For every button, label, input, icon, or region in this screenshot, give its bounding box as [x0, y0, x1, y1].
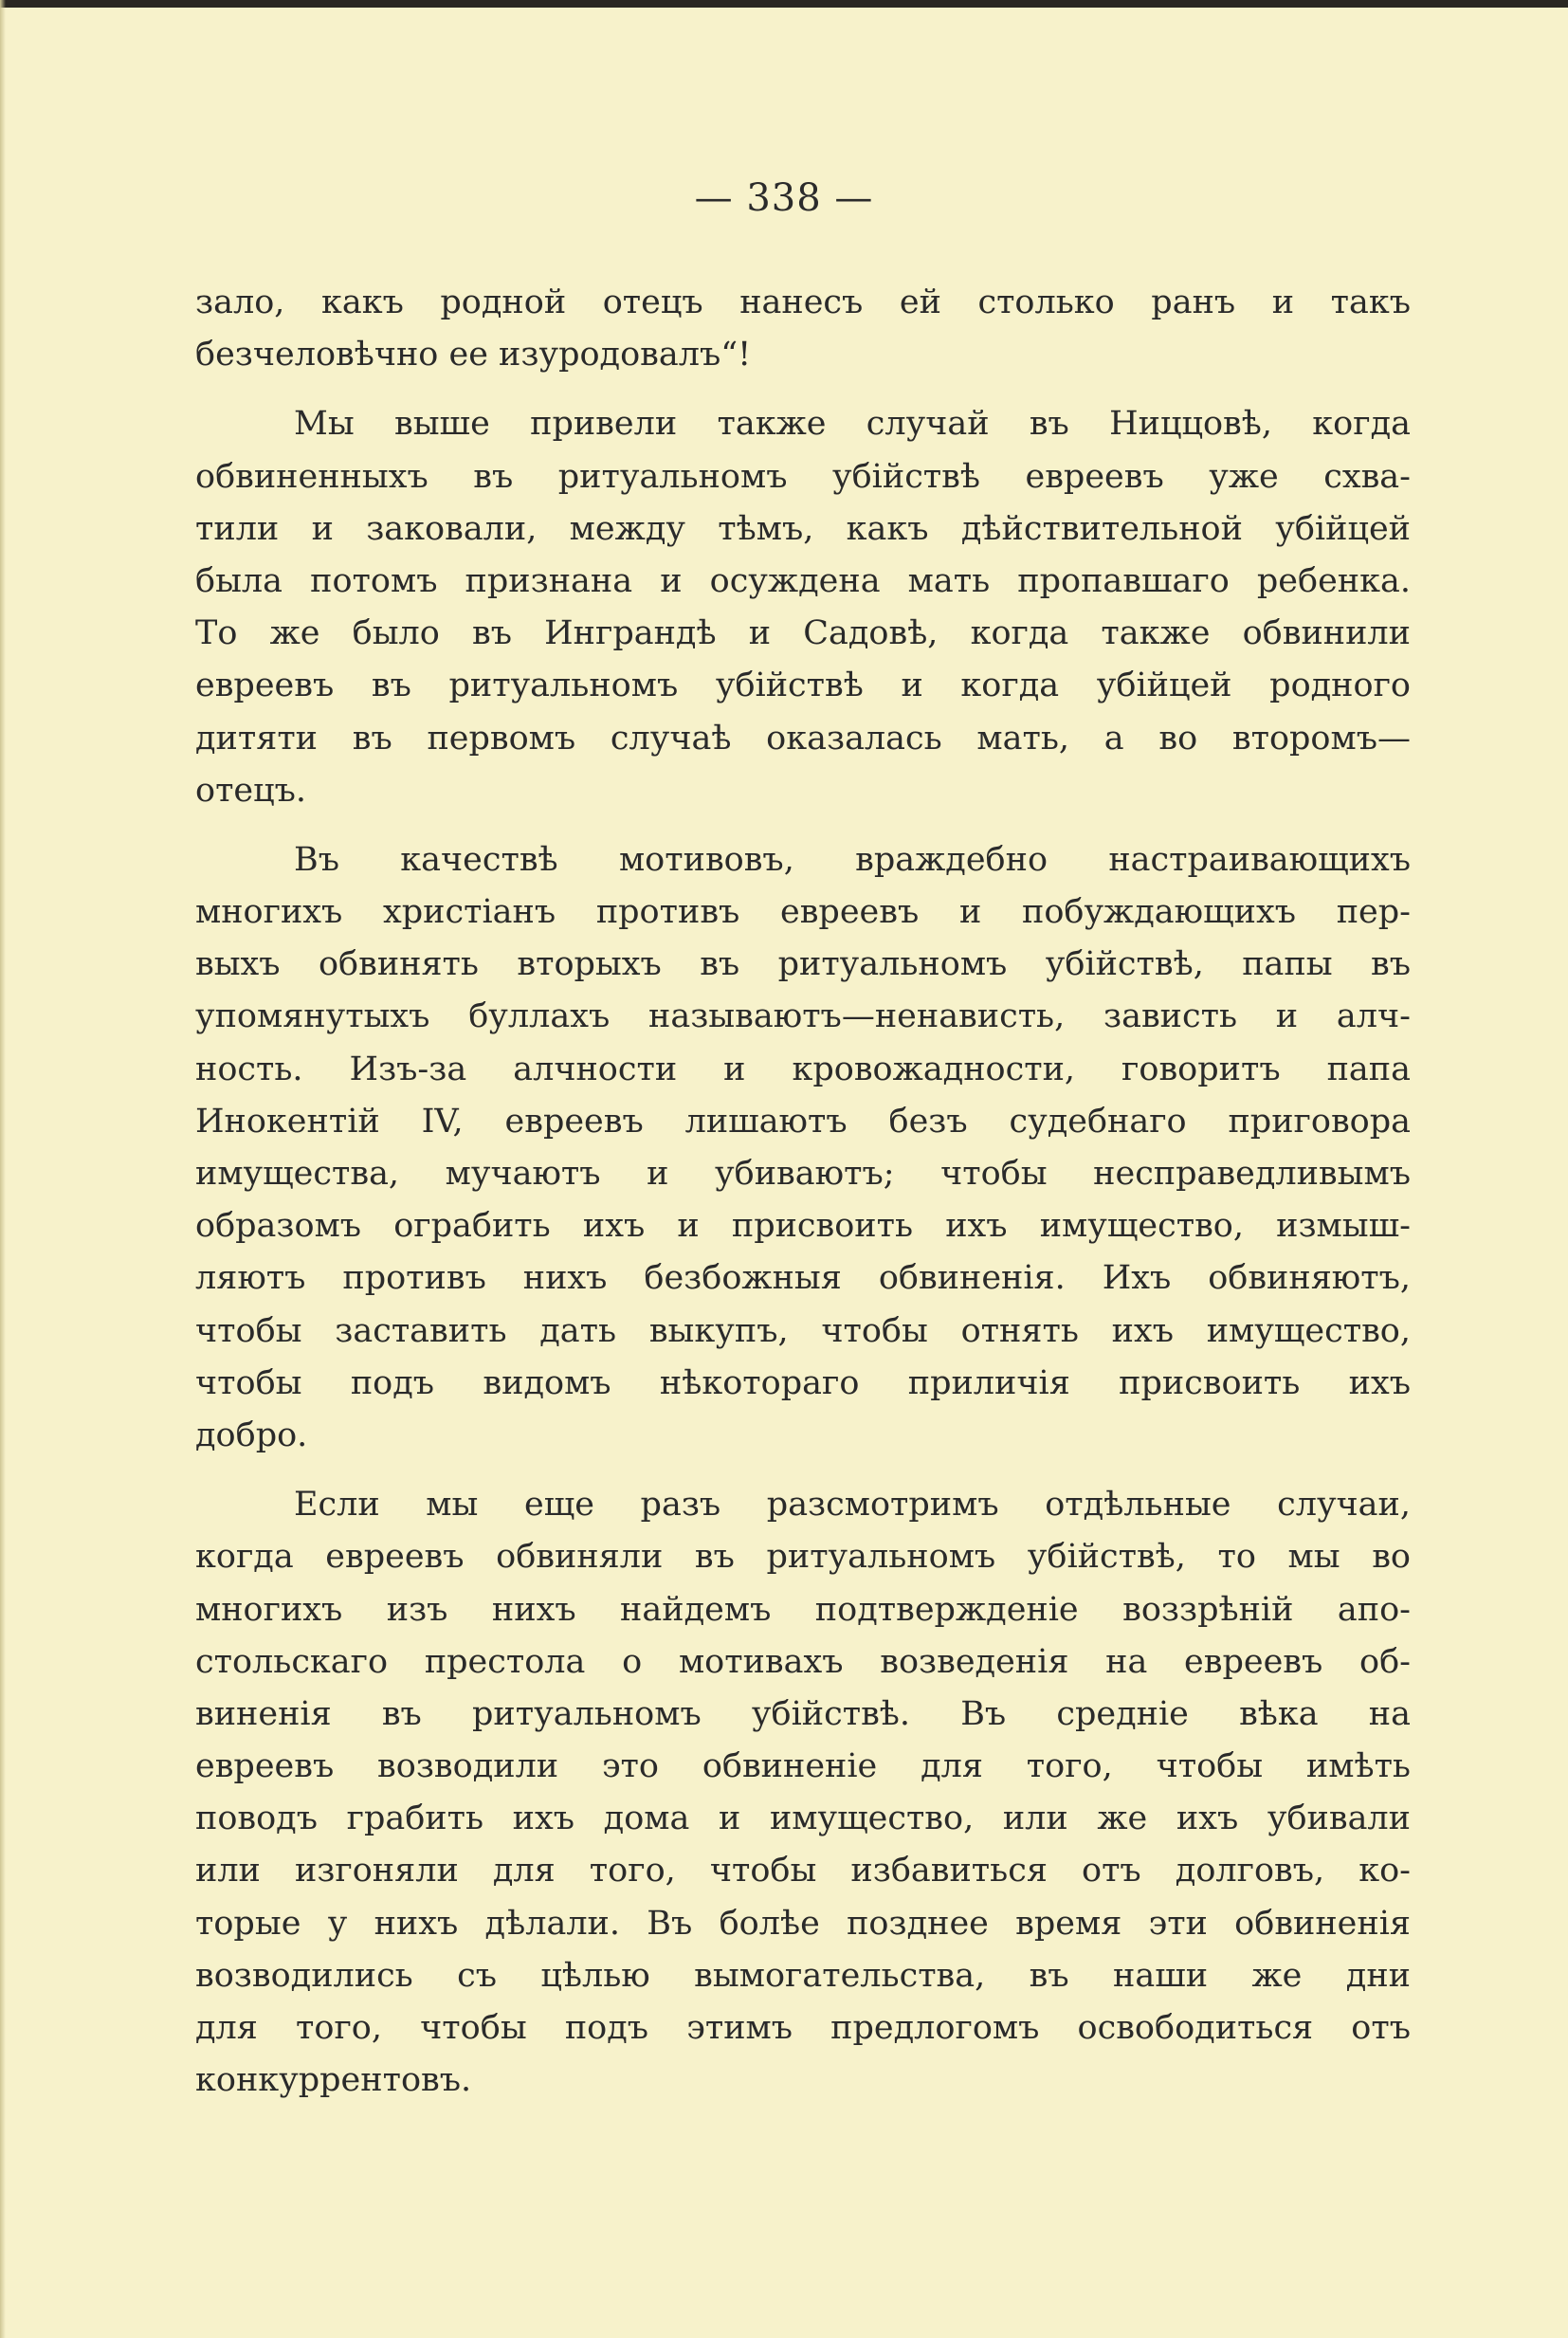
- page-top-edge: [0, 0, 1568, 8]
- page-number: — 338 —: [694, 176, 874, 220]
- text-line: чтобы подъ видомъ нѣкотораго приличія присвоить ихъ: [195, 1363, 1411, 1402]
- page-left-edge: [0, 0, 6, 2338]
- text-line: многихъ христіанъ противъ евреевъ и побуждающихъ пер-: [195, 893, 1411, 932]
- text-line: Въ качествѣ мотивовъ, враждебно настраивающихъ: [294, 840, 1411, 879]
- text-line: Мы выше привели также случай въ Ниццовѣ, когда: [294, 405, 1411, 444]
- text-line: или изгоняли для того, чтобы избавиться отъ долговъ, ко-: [195, 1852, 1411, 1890]
- text-line: упомянутыхъ буллахъ называютъ—ненависть, зависть и алч-: [195, 997, 1411, 1036]
- text-line: Если мы еще разъ разсмотримъ отдѣльные случаи,: [294, 1486, 1411, 1525]
- text-line: возводились съ цѣлью вымогательства, въ наши же дни: [195, 1956, 1411, 1995]
- paragraph: [195, 277, 1411, 381]
- text-line: То же было въ Инграндѣ и Садовѣ, когда также обвинили: [195, 614, 1411, 653]
- text-line: евреевъ въ ритуальномъ убійствѣ и когда убійцей родного: [195, 667, 1411, 705]
- text-line: ность. Изъ-за алчности и кровожадности, говоритъ папа: [195, 1050, 1411, 1088]
- text-line: дитяти въ первомъ случаѣ оказалась мать, а во второмъ—: [195, 719, 1411, 758]
- text-line: имущества, мучаютъ и убиваютъ; чтобы несправедливымъ: [195, 1155, 1411, 1193]
- text-line: образомъ ограбить ихъ и присвоить ихъ имущество, измыш-: [195, 1207, 1411, 1246]
- text-line: ляютъ противъ нихъ безбожныя обвиненія. Ихъ обвиняютъ,: [195, 1259, 1411, 1298]
- text-line: обвиненныхъ въ ритуальномъ убійствѣ евреевъ уже схва-: [195, 457, 1411, 496]
- text-line: стольскаго престола о мотивахъ возведенія на евреевъ об-: [195, 1642, 1411, 1681]
- text-line: торые у нихъ дѣлали. Въ болѣе позднее время эти обвиненія: [195, 1904, 1411, 1943]
- body-text: [195, 277, 1411, 2107]
- paragraph: [195, 1479, 1411, 2107]
- text-line: зало, какъ родной отецъ нанесъ ей столько ранъ и такъ: [195, 283, 1411, 321]
- text-line: многихъ изъ нихъ найдемъ подтвержденіе воззрѣній апо-: [195, 1590, 1411, 1629]
- text-line: для того, чтобы подъ этимъ предлогомъ освободиться отъ: [195, 2009, 1411, 2047]
- text-line: добро.: [195, 1416, 308, 1454]
- paragraph: [195, 398, 1411, 817]
- text-line: выхъ обвинять вторыхъ въ ритуальномъ убійствѣ, папы въ: [195, 945, 1411, 984]
- text-line: евреевъ возводили это обвиненіе для того, чтобы имѣть: [195, 1747, 1411, 1786]
- text-line: когда евреевъ обвиняли въ ритуальномъ убійствѣ, то мы во: [195, 1538, 1411, 1577]
- paragraph: [195, 834, 1411, 1462]
- text-line: виненія въ ритуальномъ убійствѣ. Въ средніе вѣка на: [195, 1694, 1411, 1733]
- text-line: поводъ грабить ихъ дома и имущество, или же ихъ убивали: [195, 1799, 1411, 1838]
- text-line: чтобы заставить дать выкупъ, чтобы отнять ихъ имущество,: [195, 1311, 1411, 1350]
- text-line: безчеловѣчно ее изуродовалъ“!: [195, 336, 752, 374]
- text-line: Инокентій IV, евреевъ лишаютъ безъ судебнаго приговора: [195, 1102, 1411, 1141]
- text-line: конкуррентовъ.: [195, 2061, 472, 2100]
- text-line: отецъ.: [195, 771, 307, 810]
- text-line: была потомъ признана и осуждена мать пропавшаго ребенка.: [195, 561, 1411, 600]
- text-line: тили и заковали, между тѣмъ, какъ дѣйствительной убійцей: [195, 509, 1411, 548]
